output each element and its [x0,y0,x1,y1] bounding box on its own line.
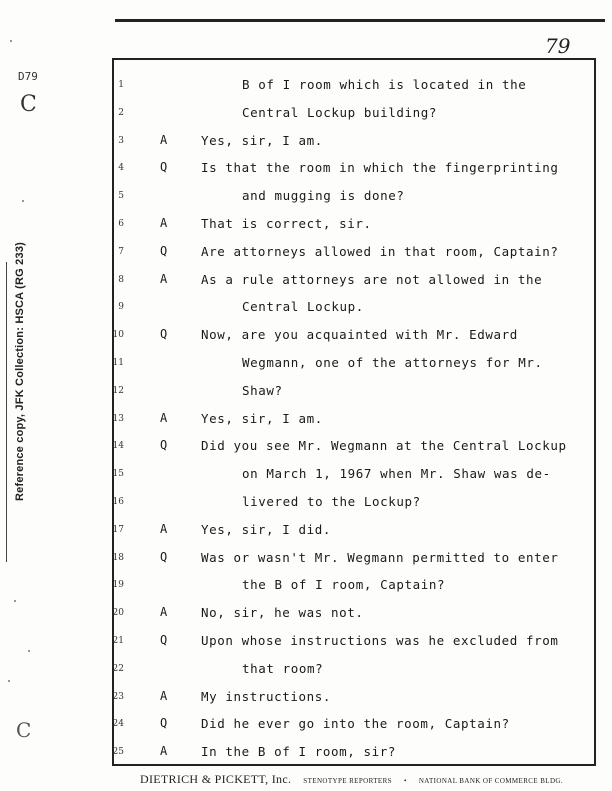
testimony-text: Yes, sir, I did. [201,522,332,537]
line-number: 2 [118,108,124,118]
speaker-label: A [160,411,168,425]
line-number: 1 [118,80,124,90]
page-number: 79 [545,34,571,58]
testimony-text: Now, are you acquainted with Mr. Edward [201,327,518,342]
footer-firm: DIETRICH & PICKETT, Inc. [140,772,292,786]
line-number: 4 [118,163,124,173]
testimony-text: Central Lockup. [242,299,364,314]
top-rule [115,19,605,22]
scan-speckle [10,40,12,42]
testimony-text: Wegmann, one of the attorneys for Mr. [242,355,543,370]
testimony-text: Shaw? [242,383,283,398]
line-number: 9 [118,302,124,312]
speaker-label: A [160,216,168,230]
scan-speckle [28,650,30,652]
line-number: 6 [118,219,124,229]
testimony-text: livered to the Lockup? [242,494,421,509]
scan-speckle [14,600,16,602]
footer-separator: • [403,777,407,785]
line-number: 10 [112,330,124,340]
line-number: 24 [112,719,124,729]
line-number: 17 [112,525,124,535]
testimony-text: No, sir, he was not. [201,605,364,620]
line-number: 7 [118,247,124,257]
testimony-text: that room? [242,661,324,676]
scan-speckle [8,680,10,682]
reference-copy-stamp: Reference copy, JFK Collection: HSCA (RG 233) [14,242,26,501]
line-number: 16 [112,497,124,507]
scan-speckle [22,200,24,202]
testimony-text: Did he ever go into the room, Captain? [201,716,510,731]
testimony-text: Upon whose instructions was he excluded from [201,633,559,648]
line-number: 23 [112,692,124,702]
testimony-text: As a rule attorneys are not allowed in the [201,272,543,287]
page-footer [140,770,563,788]
speaker-label: Q [160,244,168,258]
testimony-text: Did you see Mr. Wegmann at the Central Lockup [201,438,567,453]
line-number: 15 [112,469,124,479]
line-number: 11 [112,358,124,368]
line-number: 8 [118,275,124,285]
line-number: 20 [112,608,124,618]
testimony-text: In the B of I room, sir? [201,744,397,759]
document-code: D79 [18,70,38,83]
testimony-text: Central Lockup building? [242,105,438,120]
line-number: 3 [118,136,124,146]
footer-address: NATIONAL BANK OF COMMERCE BLDG. [418,777,564,785]
line-number: 12 [112,386,124,396]
speaker-label: A [160,133,168,147]
line-number: 18 [112,553,124,563]
testimony-text: Are attorneys allowed in that room, Captain? [201,244,559,259]
speaker-label: Q [160,633,168,647]
speaker-label: A [160,689,168,703]
testimony-text: on March 1, 1967 when Mr. Shaw was de- [242,466,551,481]
speaker-label: A [160,522,168,536]
line-number: 21 [112,636,124,646]
line-number: 14 [112,441,124,451]
footer-service: STENOTYPE REPORTERS [303,777,392,785]
speaker-label: Q [160,327,168,341]
testimony-text: That is correct, sir. [201,216,372,231]
testimony-text: Yes, sir, I am. [201,411,323,426]
line-number: 13 [112,414,124,424]
testimony-text: B of I room which is located in the [242,77,527,92]
testimony-text: Is that the room in which the fingerprinting [201,160,559,175]
line-number: 19 [112,580,124,590]
testimony-text: and mugging is done? [242,188,405,203]
speaker-label: Q [160,438,168,452]
speaker-label: A [160,605,168,619]
speaker-label: Q [160,160,168,174]
testimony-text: Was or wasn't Mr. Wegmann permitted to enter [201,550,559,565]
testimony-text: the B of I room, Captain? [242,577,446,592]
testimony-text: Yes, sir, I am. [201,133,323,148]
speaker-label: Q [160,550,168,564]
testimony-text: My instructions. [201,689,332,704]
speaker-label: Q [160,716,168,730]
line-number: 5 [118,191,124,201]
speaker-label: A [160,272,168,286]
line-number: 25 [112,747,124,757]
margin-mark: C [20,92,37,117]
line-number: 22 [112,664,124,674]
margin-mark-bottom: C [16,718,32,742]
speaker-label: A [160,744,168,758]
